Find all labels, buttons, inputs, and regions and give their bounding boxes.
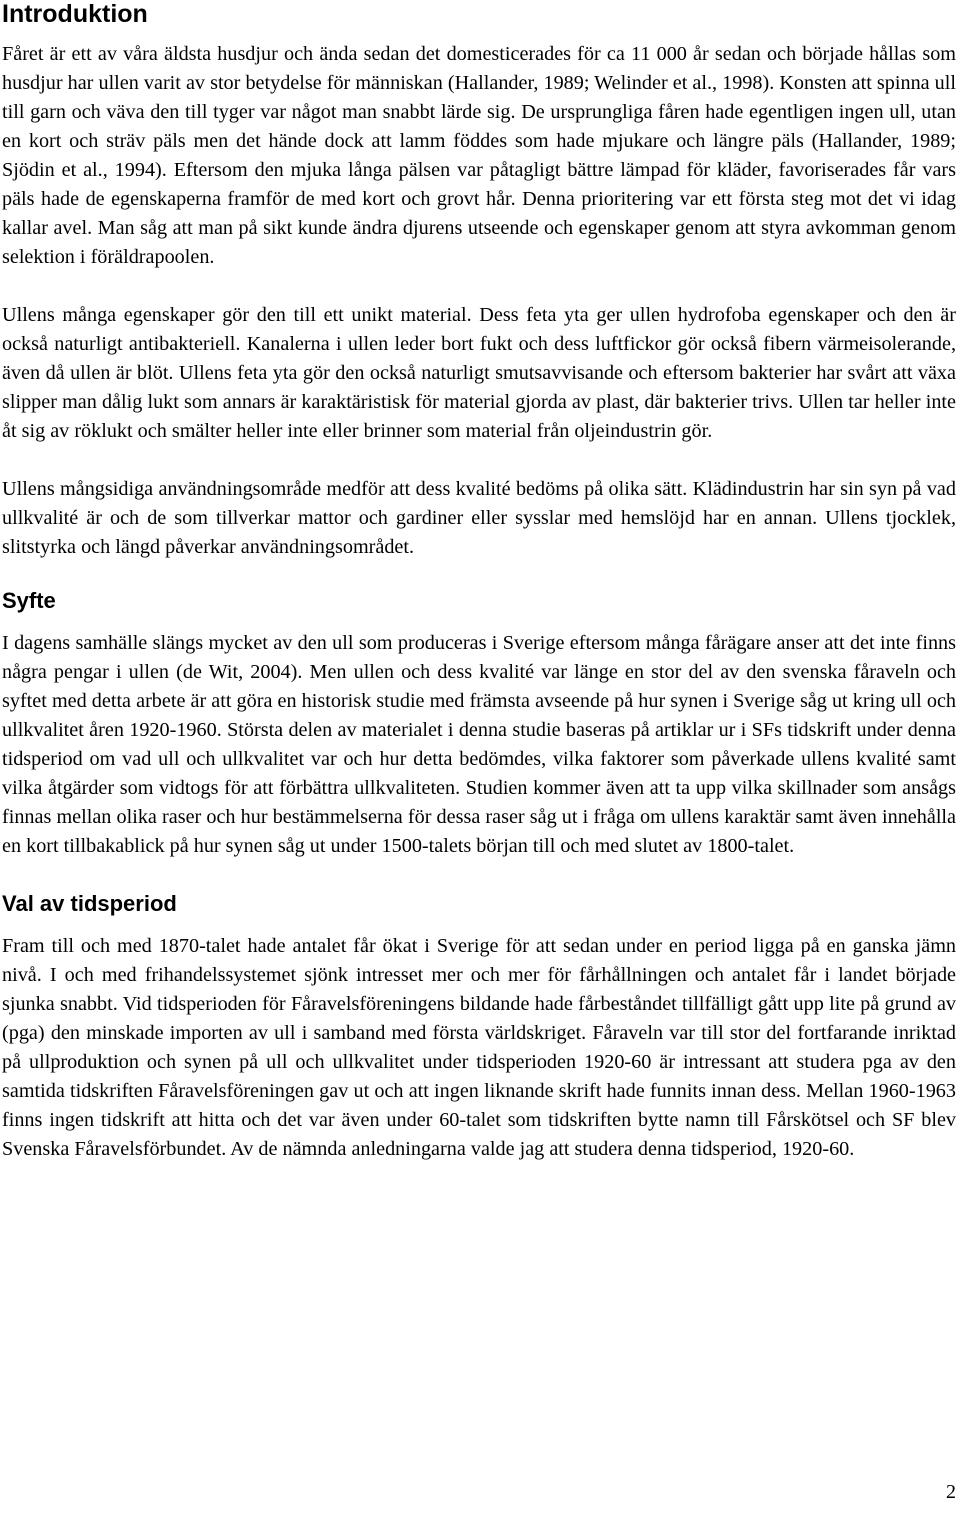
- heading-introduktion: Introduktion: [2, 0, 148, 28]
- intro-paragraph-1: Fåret är ett av våra äldsta husdjur och ända sedan det domesticerades för ca 11 000 år sedan och började hållas som husdjur har ullen varit av stor betydelse för människan (Hallander, 1989; Welinder et al., 1998). Konsten att spinna ull till garn och väva den till tyger var något man snabbt lärde sig. De ursprungliga fåren hade egentligen ingen ull, utan en kort och sträv päls men det hände dock att lamm föddes som hade mjukare och längre päls (Hallander, 1989; Sjödin et al., 1994). Eftersom den mjuka långa pälsen var påtagligt bättre lämpad för kläder, favoriserades får vars päls hade de egenskaperna framför de med kort och grovt hår. Denna prioritering var ett första steg mot det vi idag kallar avel. Man såg att man på sikt kunde ändra djurens utseende och egenskaper genom att styra avkomman genom selektion i föräldrapoolen.: [2, 43, 956, 268]
- section-introduktion: [2, 0, 956, 562]
- heading-val-av-tidsperiod: Val av tidsperiod: [2, 891, 177, 916]
- heading-syfte: Syfte: [2, 588, 56, 613]
- intro-paragraph-2: Ullens många egenskaper gör den till ett unikt material. Dess feta yta ger ullen hydrofoba egenskaper och den är också naturligt antibakteriell. Kanalerna i ullen leder bort fukt och dess luftfickor gör också fibern värmeisolerande, även då ullen är blöt. Ullens feta yta gör den också naturligt smutsavvisande och eftersom bakterier har svårt att växa slipper man dålig lukt som annars är karaktäristisk för material gjorda av plast, där bakterier trivs. Ullen tar heller inte åt sig av röklukt och smälter heller inte eller brinner som material från oljeindustrin gör.: [2, 304, 956, 442]
- section-val-av-tidsperiod: [2, 890, 956, 1164]
- intro-paragraph-3: Ullens mångsidiga användningsområde medför att dess kvalité bedöms på olika sätt. Klädindustrin har sin syn på vad ullkvalité är och de som tillverkar mattor och gardiner eller sysslar med hemslöjd har en annan. Ullens tjocklek, slitstyrka och längd påverkar användningsområdet.: [2, 478, 956, 558]
- page-number: 2: [946, 1481, 956, 1503]
- section-syfte: [2, 587, 956, 861]
- syfte-paragraph-1: I dagens samhälle slängs mycket av den ull som produceras i Sverige eftersom många fårägare anser att det inte finns några pengar i ullen (de Wit, 2004). Men ullen och dess kvalité var länge en stor del av den svenska fåraveln och syftet med detta arbete är att göra en historisk studie med främsta avseende på hur synen i Sverige såg ut kring ull och ullkvalitet åren 1920-1960. Största delen av materialet i denna studie baseras på artiklar ur i SFs tidskrift under denna tidsperiod om vad ull och ullkvalitet var och hur detta bedömdes, vilka faktorer som påverkade ullens kvalité samt vilka åtgärder som vidtogs för att förbättra ullkvaliteten. Studien kommer även att ta upp vilka skillnader som ansågs finnas mellan olika raser och hur bestämmelserna för dessa raser såg ut i fråga om ullens karaktär samt även innehålla en kort tillbakablick på hur synen såg ut under 1500-talets början till och med slutet av 1800-talet.: [2, 632, 956, 857]
- val-paragraph-1: Fram till och med 1870-talet hade antalet får ökat i Sverige för att sedan under en period ligga på en ganska jämn nivå. I och med frihandelssystemet sjönk intresset mer och mer för fårhållningen och antalet får i landet började sjunka snabbt. Vid tidsperioden för Fåravelsföreningens bildande hade fårbeståndet tillfälligt gått upp lite på grund av (pga) den minskade importen av ull i samband med första världskriget. Fåraveln var till stor del fortfarande inriktad på ullproduktion och synen på ull och ullkvalitet under tidsperioden 1920-60 är intressant att studera pga av den samtida tidskriften Fåravelsföreningen gav ut och att ingen liknande skrift hade funnits innan dess. Mellan 1960-1963 finns ingen tidskrift att hitta och det var även under 60-talet som tidskriften bytte namn till Fårskötsel och SF blev Svenska Fåravelsförbundet. Av de nämnda anledningarna valde jag att studera denna tidsperiod, 1920-60.: [2, 935, 956, 1160]
